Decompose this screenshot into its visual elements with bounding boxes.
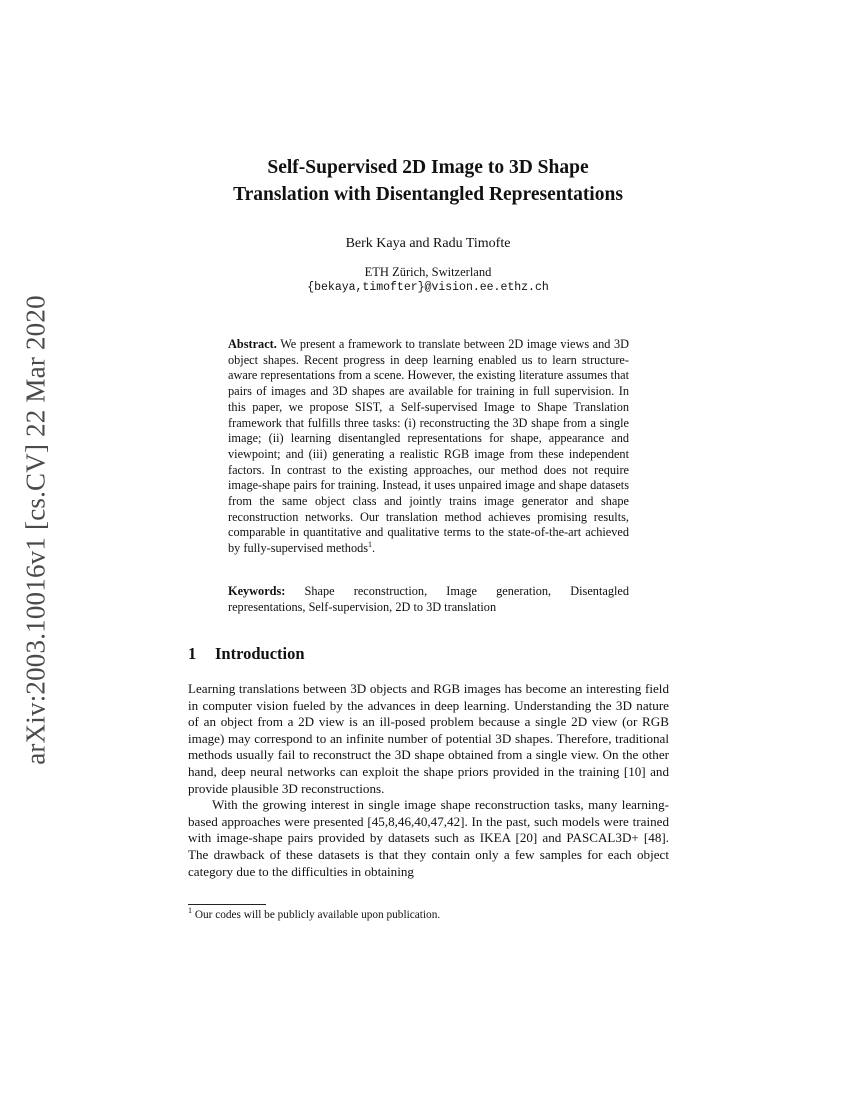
paragraph-2: With the growing interest in single image shape reconstruction tasks, many learning-based approaches were presented [45,8,46,40,47,42]. In the past, such models were trained with image-shape pairs provided by datasets such as IKEA [20] and PASCAL3D+ [48]. The drawback of these datasets is that they contain only a few samples for each object category due to the difficulties in obtaining [188, 797, 669, 879]
keywords-text: Shape reconstruction, Image generation, Disentagled representations, Self-supervision, 2D to 3D translation [228, 584, 629, 614]
author-emails: {bekaya,timofter}@vision.ee.ethz.ch [307, 281, 549, 294]
authors: Berk Kaya and Radu Timofte [345, 236, 511, 251]
abstract-label: Abstract. [228, 337, 277, 351]
footnote-divider [188, 904, 266, 905]
footnote-reference: 1 [368, 540, 373, 550]
footnote-text: Our codes will be publicly available upon publication. [194, 909, 441, 921]
keywords [228, 584, 629, 615]
section-title: Introduction [215, 644, 305, 663]
footnote [188, 906, 441, 921]
arxiv-identifier: arXiv:2003.10016v1 [cs.CV] 22 Mar 2020 [20, 295, 51, 765]
section-number: 1 [188, 644, 197, 663]
footnote-mark: 1 [188, 906, 192, 916]
abstract-text: We present a framework to translate between 2D image views and 3D object shapes. Recent progress in deep learning enabled us to learn structure-aware representations from a scene. However, the existing literature assumes that pairs of images and 3D shapes are available for training in full supervision. In this paper, we propose SIST, a Self-supervised Image to Shape Translation framework that fulfills three tasks: (i) reconstructing the 3D shape from a single image; (ii) learning disentangled representations for shape, appearance and viewpoint; and (iii) generating a realistic RGB image from these independent factors. In contrast to the existing approaches, our method does not require image-shape pairs for training. Instead, it uses unpaired image and shape datasets from the same object class and jointly trains image generator and shape reconstruction networks. Our translation method achieves promising results, comparable in quantitative and qualitative terms to the state-of-the-art achieved by fully-supervised methods [228, 337, 629, 556]
title-line-2: Translation with Disentangled Representations [233, 184, 623, 205]
abstract-end: . [372, 541, 376, 556]
title-line-1: Self-Supervised 2D Image to 3D Shape [267, 157, 589, 178]
paper-title [150, 154, 706, 208]
introduction-body [188, 681, 669, 880]
keywords-label: Keywords: [228, 584, 286, 598]
abstract [228, 337, 629, 557]
affiliation: ETH Zürich, Switzerland [364, 265, 492, 279]
affiliation-block [150, 264, 706, 296]
paragraph-1: Learning translations between 3D objects and RGB images has become an interesting field in computer vision fueled by the advances in deep learning. Understanding the 3D nature of an object from a 2D view is an ill-posed problem because a single 2D view (or RGB image) may correspond to an infinite number of potential 3D shapes. Therefore, traditional methods usually fail to reconstruct the 3D shape obtained from a single view. On the other hand, deep neural networks can exploit the shape priors provided in the training [10] and provide plausible 3D reconstructions. [188, 681, 669, 796]
section-heading [188, 644, 305, 664]
